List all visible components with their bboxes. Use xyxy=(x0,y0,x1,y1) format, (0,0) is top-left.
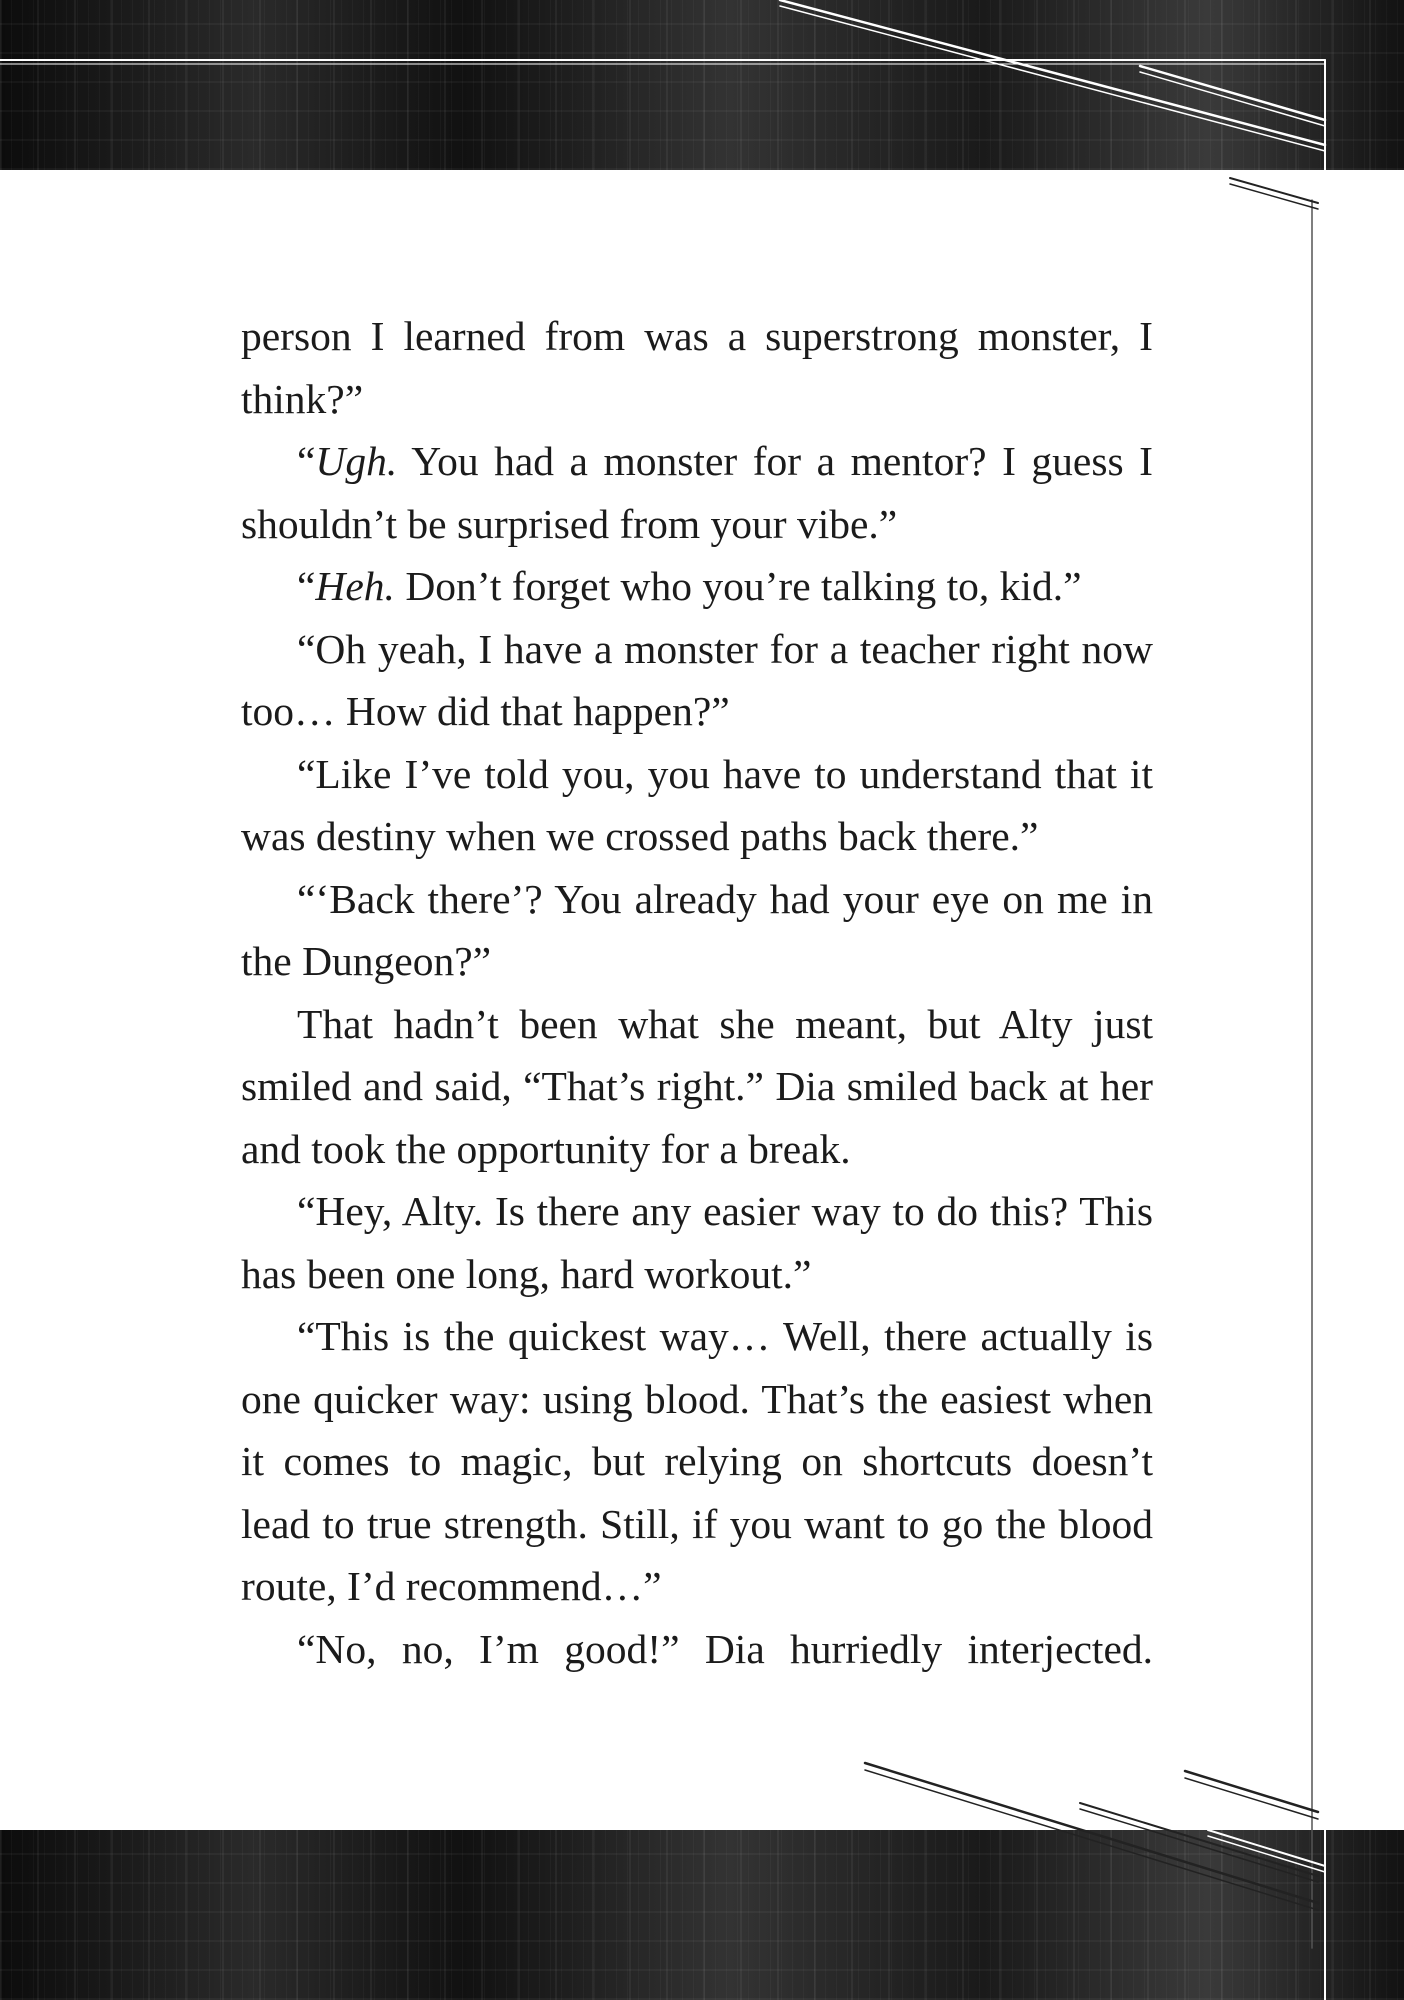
open-quote: “ xyxy=(297,438,316,484)
paragraph-rest: Don’t forget who you’re talking to, kid.” xyxy=(394,563,1082,609)
paragraph: “‘Back there’? You already had your eye on me in the Dungeon?” xyxy=(241,875,1153,984)
paragraph: “Oh yeah, I have a monster for a teacher right now too… How did that happen?” xyxy=(241,625,1153,734)
paragraph xyxy=(241,555,1153,618)
italic-interjection: Heh. xyxy=(315,563,395,609)
open-quote: “ xyxy=(297,563,316,609)
paragraph-rest: You had a monster for a mentor? I guess I shouldn’t be surprised from your vibe.” xyxy=(241,438,1153,547)
paragraph: That hadn’t been what she meant, but Alty just smiled and said, “That’s right.” Dia smiled back at her and took the opportunity for a break. xyxy=(241,1000,1153,1172)
paragraph: person I learned from was a superstrong monster, I think?” xyxy=(241,313,1153,422)
italic-interjection: Ugh. xyxy=(315,438,398,484)
paragraph: “No, no, I’m good!” Dia hurriedly interjected. xyxy=(297,1625,1153,1672)
paragraph: “This is the quickest way… Well, there actually is one quicker way: using blood. That’s the easiest when it comes to magic, but relying on shortcuts doesn’t lead to true strength. Still, if you want to go the blood route, I’d recommend…” xyxy=(241,1313,1153,1609)
paragraph: “Like I’ve told you, you have to understand that it was destiny when we crossed paths back there.” xyxy=(241,750,1153,859)
body-text xyxy=(241,305,1153,1680)
top-decorative-band xyxy=(0,0,1404,170)
bottom-decorative-band xyxy=(0,1830,1404,2000)
paragraph xyxy=(241,430,1153,555)
paragraph: “Hey, Alty. Is there any easier way to do this? This has been one long, hard workout.” xyxy=(241,1188,1153,1297)
